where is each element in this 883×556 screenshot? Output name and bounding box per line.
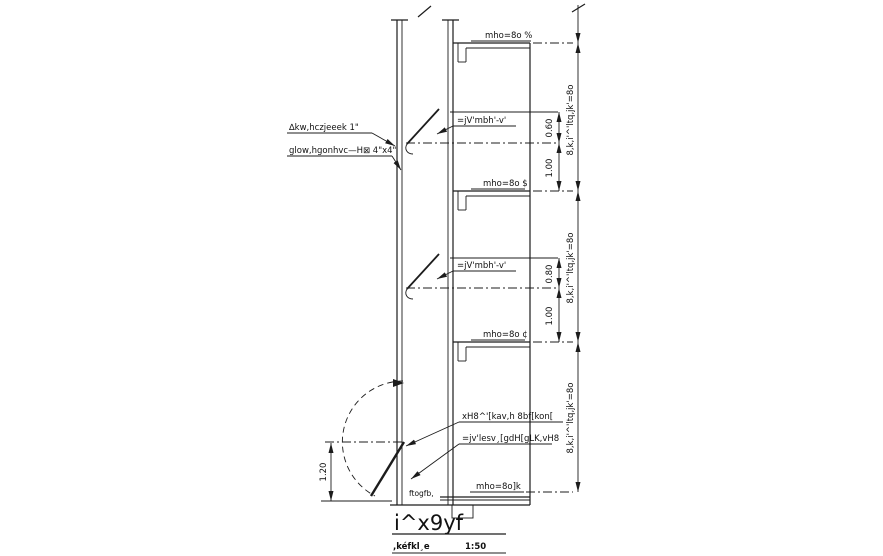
left-note-1 [287, 123, 395, 146]
swing-arc-group [342, 379, 404, 496]
left-note-2 [287, 146, 401, 170]
bracket2-label: =jV'mbh'-v' [457, 261, 507, 271]
slab-level-1 [453, 43, 530, 62]
wall-break-mark [418, 6, 431, 17]
drawing-title: i^x9yf [394, 511, 464, 535]
title-block [392, 511, 506, 553]
bracket-1 [406, 109, 516, 154]
bottom-note2-text: =jv'lesv¸[gdH[gLK,vH8 [462, 434, 560, 444]
slab-level-3 [453, 342, 530, 361]
title-subtitle: ,kéfkl¸e [393, 542, 430, 552]
level4-label: mho=8o]k [476, 482, 521, 492]
bottom-note-2 [411, 434, 559, 479]
outer-dim-break-mark [572, 4, 585, 12]
bottom-note1-text: xH8^'[kav,h 8bf[kon[ [462, 412, 554, 422]
inner-dimension-chain [545, 112, 559, 342]
dim-seg2-upper-value: 0.80 [545, 264, 555, 284]
dim-seg1-lower-value: 1.00 [545, 158, 555, 178]
level2-label: mho=8o $ [483, 179, 528, 189]
left-dim-value: 1.20 [319, 462, 329, 482]
slab-level-2 [453, 191, 530, 210]
level1-label: mho=8o % [485, 31, 533, 41]
bracket2-hook-arc [406, 289, 413, 299]
outer-dim-seg2-value: 8,k,i'^'ltq,jk'=8o [566, 232, 576, 304]
outer-dimension-chain [566, 4, 585, 492]
dim-seg2-lower-value: 1.00 [545, 306, 555, 326]
bottom-note2-leader [411, 444, 459, 479]
outer-dim-seg1-value: 8,k,i'^'ltq,jk'=8o [566, 84, 576, 156]
title-scale: 1:50 [465, 542, 487, 552]
left-dimension [319, 443, 392, 501]
left-note2-text: glow,hgonhvc—H⊠ 4"x4" [289, 146, 397, 156]
open-hatch-line [371, 442, 404, 496]
bracket-2 [406, 254, 516, 299]
level3-label: mho=8o ¢ [483, 330, 528, 340]
outer-dim-seg3-value: 8,k,i'^'ltq,jk'=8o [566, 382, 576, 454]
bracket2-leader [437, 271, 453, 279]
bracket2-diagonal [407, 254, 439, 289]
wall-section [391, 6, 459, 505]
dim-seg1-upper-value: 0.60 [545, 118, 555, 138]
bracket1-label: =jV'mbh'-v' [457, 116, 507, 126]
left-note1-leader [372, 133, 395, 146]
bracket1-hook-arc [406, 144, 413, 154]
swing-arc [342, 381, 403, 496]
bracket1-diagonal [407, 109, 439, 144]
bottom-note1-leader [406, 422, 459, 446]
floor-note-text: ftogfb, [409, 489, 434, 498]
bracket1-leader [437, 126, 453, 134]
left-note1-text: ∆kw,hczjeeek 1" [289, 123, 359, 133]
